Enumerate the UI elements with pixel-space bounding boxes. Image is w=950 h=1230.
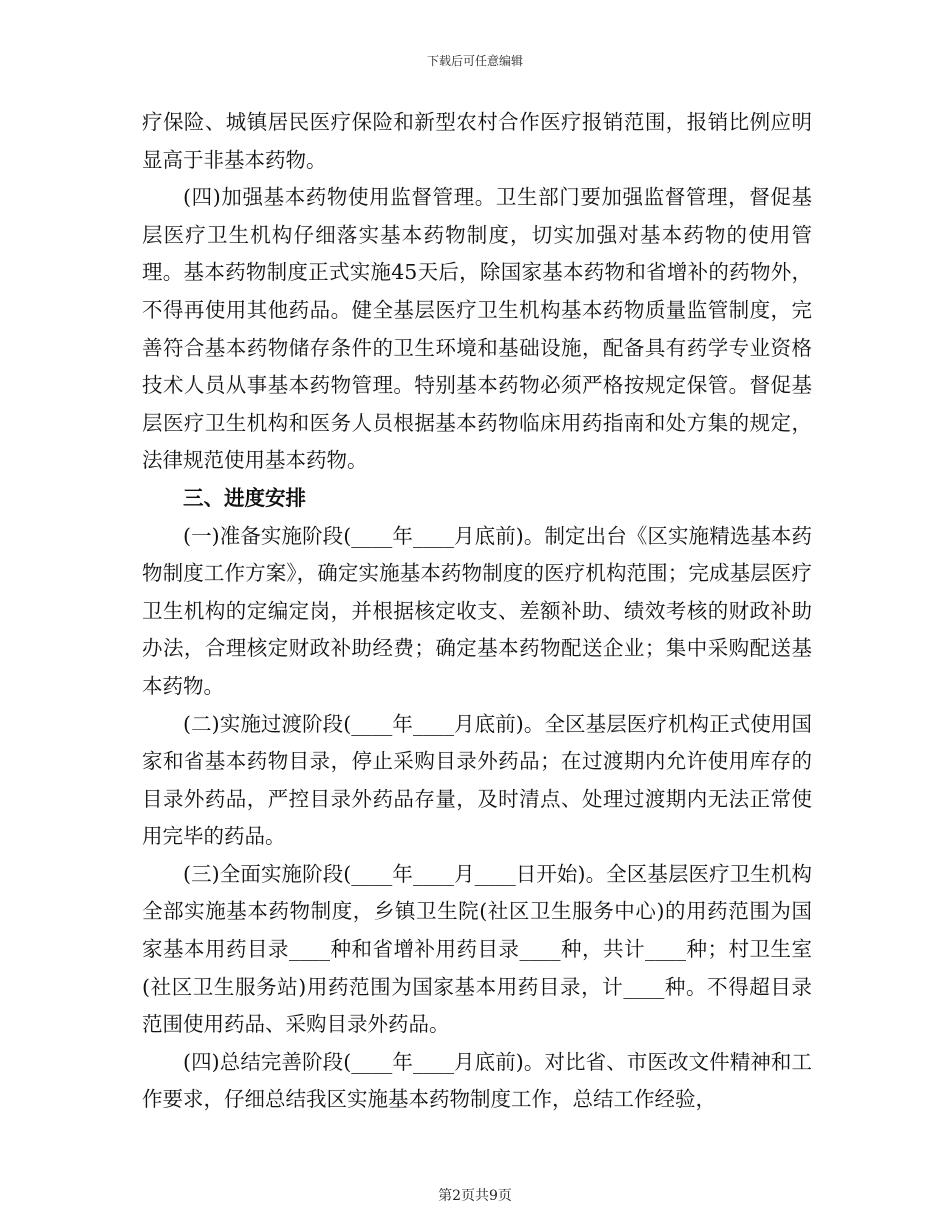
page-header: 下载后可任意编辑 bbox=[426, 54, 523, 68]
page-footer: 第2页共9页 bbox=[438, 1188, 512, 1204]
document-body bbox=[142, 104, 812, 1119]
paragraph-5: (三)全面实施阶段(____年____月____日开始)。全区基层医疗卫生机构全部实施基本药物制度，乡镇卫生院(社区卫生服务中心)的用药范围为国家基本用药目录____种和省增补用药目录____种，共计____种；村卫生室(社区卫生服务站)用药范围为国家基本用药目录，计____种。不得超目录范围使用药品、采购目录外药品。 bbox=[142, 861, 812, 1037]
paragraph-4: (二)实施过渡阶段(____年____月底前)。全区基层医疗机构正式使用国家和省基本药物目录，停止采购目录外药品；在过渡期内允许使用库存的目录外药品，严控目录外药品存量，及时清点、处理过渡期内无法正常使用完毕的药品。 bbox=[142, 711, 812, 849]
section-heading: 三、进度安排 bbox=[183, 485, 306, 510]
paragraph-2: (四)加强基本药物使用监督管理。卫生部门要加强监督管理，督促基层医疗卫生机构仔细落实基本药物制度，切实加强对基本药物的使用管理。基本药物制度正式实施45天后，除国家基本药物和省增补的药物外，不得再使用其他药品。健全基层医疗卫生机构基本药物质量监管制度，完善符合基本药物储存条件的卫生环境和基础设施，配备具有药学专业资格技术人员从事基本药物管理。特别基本药物必须严格按规定保管。督促基层医疗卫生机构和医务人员根据基本药物临床用药指南和处方集的规定，法律规范使用基本药物。 bbox=[142, 185, 812, 473]
paragraph-6: (四)总结完善阶段(____年____月底前)。对比省、市医改文件精神和工作要求，仔细总结我区实施基本药物制度工作，总结工作经验， bbox=[142, 1049, 812, 1112]
paragraph-3: (一)准备实施阶段(____年____月底前)。制定出台《区实施精选基本药物制度工作方案》，确定实施基本药物制度的医疗机构范围；完成基层医疗卫生机构的定编定岗，并根据核定收支、差额补助、绩效考核的财政补助办法，合理核定财政补助经费；确定基本药物配送企业；集中采购配送基本药物。 bbox=[142, 523, 812, 698]
paragraph-1: 疗保险、城镇居民医疗保险和新型农村合作医疗报销范围，报销比例应明显高于非基本药物。 bbox=[142, 110, 812, 172]
